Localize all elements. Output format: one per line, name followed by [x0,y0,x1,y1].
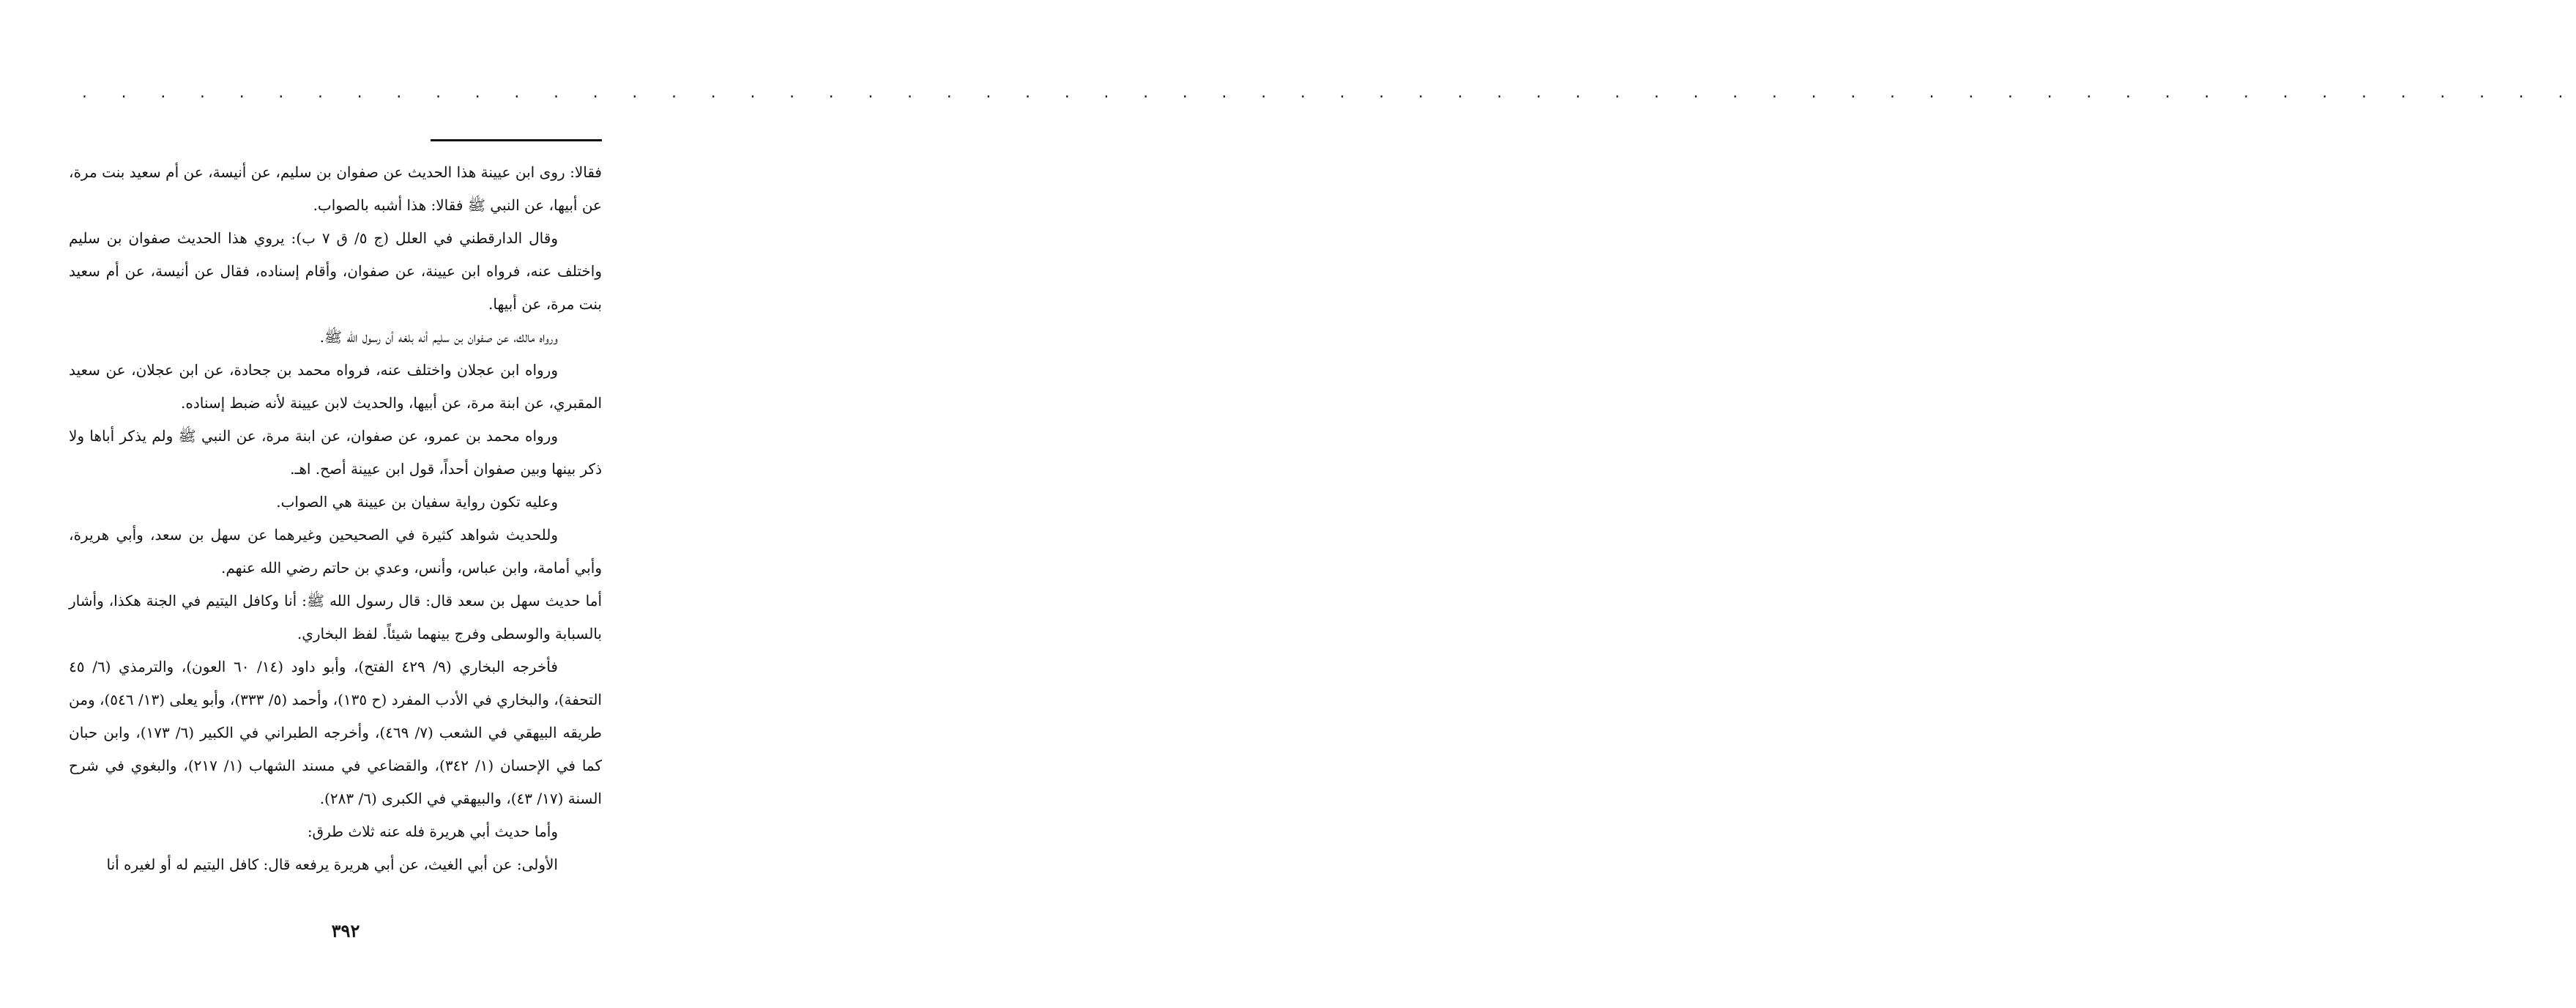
footnote-text [69,156,602,881]
paragraph: وأما حديث أبي هريرة فله عنه ثلاث طرق: [307,823,558,840]
footnote-rule [431,139,602,141]
paragraph: ورواه ابن عجلان واختلف عنه، فرواه محمد بن جحادة، عن ابن عجلان، عن سعيد المقبري، عن ابنة مرة، عن أبيها، والحديث لابن عيينة لأنه ضبط إسناده. [69,361,602,412]
paragraph: وعليه تكون رواية سفيان بن عيينة هي الصواب. [276,493,558,511]
paragraph: فأخرجه البخاري (٩/ ٤٢٩ الفتح)، وأبو داود (١٤/ ٦٠ العون)، والترمذي (٦/ ٤٥ التحفة)، والبخاري في الأدب المفرد (ح ١٣٥)، وأحمد (٥/ ٣٣٣)، وأبو يعلى (١٣/ ٥٤٦)، ومن طريقه البيهقي في الشعب (٧/ ٤٦٩)، وأخرجه الطبراني في الكبير (٦/ ١٧٣)، وابن حبان كما في الإحسان (١/ ٣٤٢)، والقضاعي في مسند الشهاب (١/ ٢١٧)، والبغوي في شرح السنة (١٧/ ٤٣)، والبيهقي في الكبرى (٦/ ٢٨٣). [69,658,602,807]
paragraph: وقال الدارقطني في العلل (ج ٥/ ق ٧ ب): يروي هذا الحديث صفوان بن سليم واختلف عنه، فرواه ابن عيينة، عن صفوان، وأقام إسناده، فقال عن أنيسة، عن أم سعيد بنت مرة، عن أبيها. [69,229,602,313]
paragraph: وللحديث شواهد كثيرة في الصحيحين وغيرهما عن سهل بن سعد، وأبي هريرة، وأبي أمامة، وابن عباس، وأنس، وعدي بن حاتم رضي الله عنهم. [69,526,602,577]
paragraph: فقالا: روى ابن عيينة هذا الحديث عن صفوان بن سليم، عن أنيسة، عن أم سعيد بنت مرة، عن أبيها، عن النبي ﷺ فقالا: هذا أشبه بالصواب. [69,163,602,214]
paragraph: ورواه محمد بن عمرو، عن صفوان، عن ابنة مرة، عن النبي ﷺ ولم يذكر أباها ولا ذكر بينها وبين صفوان أحداً، قول ابن عيينة أصح. اهـ. [69,427,602,478]
paragraph: أما حديث سهل بن سعد قال: قال رسول الله ﷺ: أنا وكافل اليتيم في الجنة هكذا، وأشار بالسبابة والوسطى وفرج بينهما شيئاً. لفظ البخاري. [69,592,602,642]
page-number: ٣٩٢ [331,920,360,941]
separator-dots: . . . . . . . . . . . . . . . . . . . . . . . . . . . . . . . . . . . . . . . . . . . . . . . . . . . . . . . . . . . . . . . . [81,86,2576,101]
paragraph: الأولى: عن أبي الغيث، عن أبي هريرة يرفعه قال: كافل اليتيم له أو لغيره أنا [106,856,558,873]
paragraph: ورواه مالك، عن صفوان بن سليم أنه بلغه أن رسول الله ﷺ. [319,328,558,346]
